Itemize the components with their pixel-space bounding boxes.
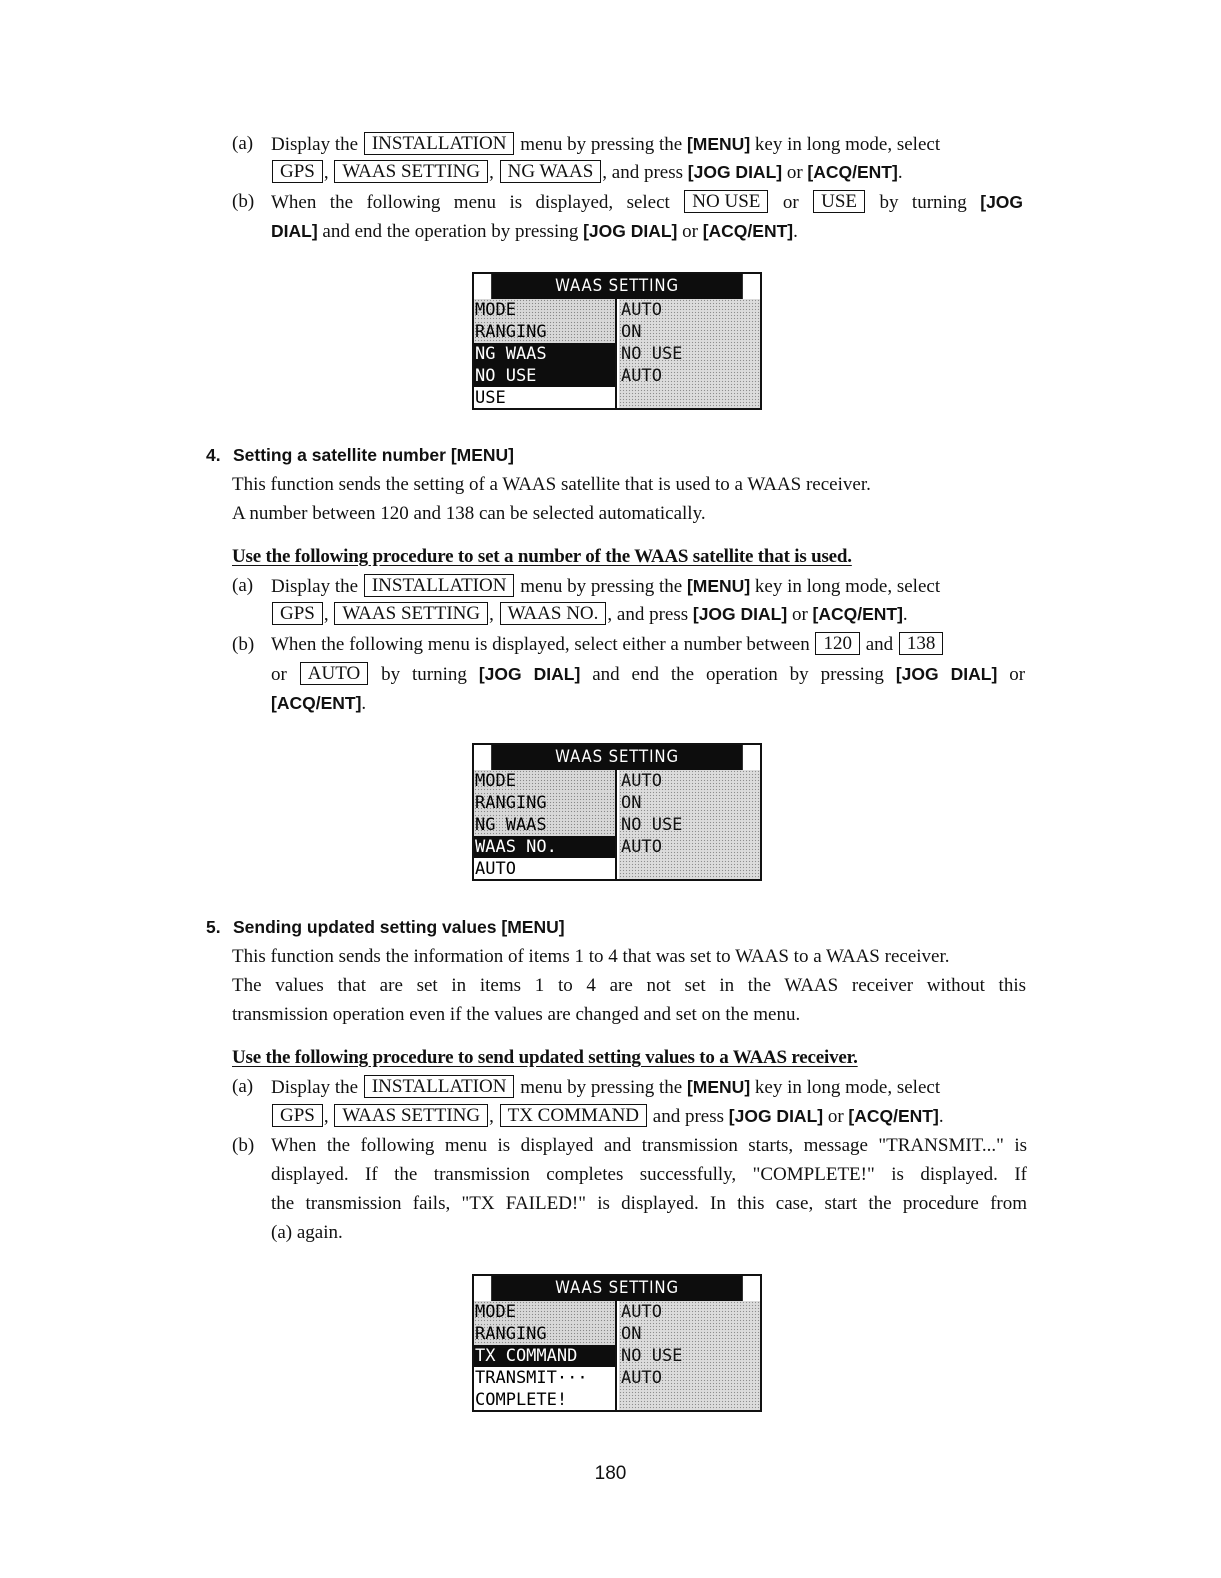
text: or <box>1009 664 1026 685</box>
step-b-line1: When the following menu is displayed and transmission starts, message "TRANSMIT..." is <box>271 1135 1027 1156</box>
text: , <box>489 162 494 183</box>
lcd-screen-tx-command <box>472 1274 762 1412</box>
text: . <box>938 1106 944 1127</box>
text: menu by pressing the <box>520 134 683 155</box>
text: or <box>786 162 803 183</box>
menu-box-installation: INSTALLATION <box>364 132 515 155</box>
step-a-line1 <box>271 130 940 159</box>
step-b-label: (b) <box>232 634 255 655</box>
key-acq-ent: [ACQ/ENT] <box>702 221 794 241</box>
paragraph: This function sends the setting of a WAAS satellite that is used to a WAAS receiver. <box>232 474 871 495</box>
key-jog-dial: [JOG DIAL] <box>478 664 581 684</box>
step-b-label: (b) <box>232 1135 255 1156</box>
lcd-row: MODE <box>474 299 615 321</box>
text: When the following menu is displayed, select either a number between <box>271 634 810 655</box>
key-jog-dial: [JOG DIAL] <box>687 162 783 182</box>
key-menu: [MENU] <box>686 134 751 154</box>
menu-box-gps: GPS <box>272 1104 323 1127</box>
paragraph: transmission operation even if the values are changed and set on the menu. <box>232 1004 801 1025</box>
text: or <box>782 192 799 213</box>
procedure-heading: Use the following procedure to set a number of the WAAS satellite that is used. <box>232 546 852 567</box>
key-jog-dial: [JOG DIAL] <box>728 1106 824 1126</box>
lcd-row: NG WAAS <box>474 814 615 836</box>
lcd-value: NO USE <box>621 344 683 364</box>
text: , <box>489 604 494 625</box>
text: , <box>323 1106 329 1127</box>
menu-box-waas-setting: WAAS SETTING <box>334 160 488 183</box>
menu-box-138: 138 <box>899 632 944 655</box>
lcd-value: AUTO <box>621 366 662 386</box>
text: and end the operation by pressing <box>322 221 579 242</box>
text: key in long mode, select <box>754 1077 941 1098</box>
text: . <box>793 221 798 242</box>
lcd-title: WAAS SETTING <box>491 745 743 770</box>
text: When the following menu is displayed, select <box>271 192 670 213</box>
section-heading: Sending updated setting values [MENU] <box>233 917 565 937</box>
step-b-label: (b) <box>232 191 255 212</box>
step-a-line1 <box>271 572 940 601</box>
step-a-line1 <box>271 1073 940 1102</box>
procedure-heading: Use the following procedure to send updated setting values to a WAAS receiver. <box>232 1047 858 1068</box>
lcd-row-selected: WAAS NO. <box>474 836 615 858</box>
step-a-label: (a) <box>232 1076 254 1097</box>
lcd-row: RANGING <box>474 792 615 814</box>
section-number: 5. <box>206 917 221 937</box>
step-b-line2: displayed. If the transmission completes successfully, "COMPLETE!" is displayed. If <box>271 1164 1027 1185</box>
step-a-line2 <box>271 600 908 629</box>
lcd-row: RANGING <box>474 321 615 343</box>
step-b-line1 <box>271 631 944 659</box>
step-a-label: (a) <box>232 133 254 154</box>
menu-box-120: 120 <box>815 632 860 655</box>
step-b-line2 <box>271 217 798 246</box>
text: . <box>902 604 908 625</box>
menu-box-installation: INSTALLATION <box>364 574 515 597</box>
step-b-line4: (a) again. <box>271 1222 343 1243</box>
lcd-value: ON <box>621 1324 642 1344</box>
step-b-line3 <box>271 689 366 718</box>
lcd-value: NO USE <box>621 815 683 835</box>
text: or <box>827 1106 844 1127</box>
step-a-line2 <box>271 1102 944 1131</box>
lcd-row-selected: NG WAAS <box>474 343 615 365</box>
text: and press <box>652 1106 725 1127</box>
paragraph: The values that are set in items 1 to 4 are not set in the WAAS receiver without this <box>232 975 1026 996</box>
menu-box-waas-setting: WAAS SETTING <box>334 602 488 625</box>
lcd-row: MODE <box>474 770 615 792</box>
paragraph: This function sends the information of items 1 to 4 that was set to WAAS to a WAAS receiver. <box>232 946 950 967</box>
lcd-row-status: COMPLETE! <box>474 1389 615 1410</box>
key-acq-ent: [ACQ/ENT] <box>812 604 903 624</box>
lcd-row-selected: TX COMMAND <box>474 1345 615 1367</box>
menu-box-installation: INSTALLATION <box>364 1075 515 1098</box>
key-acq-ent: [ACQ/ENT] <box>807 162 898 182</box>
text: or <box>791 604 808 625</box>
text: or <box>682 221 698 242</box>
step-b-line2 <box>271 660 1025 689</box>
lcd-value: AUTO <box>621 1302 662 1322</box>
key-menu: [MENU] <box>686 1077 751 1097</box>
text: or <box>271 664 287 685</box>
text: by turning <box>879 192 967 213</box>
lcd-value: AUTO <box>621 837 662 857</box>
lcd-row: RANGING <box>474 1323 615 1345</box>
lcd-value: AUTO <box>621 771 662 791</box>
key-acq-ent: [ACQ/ENT] <box>848 1106 939 1126</box>
text: Display the <box>271 134 359 155</box>
lcd-row-status: TRANSMIT··· <box>474 1367 615 1389</box>
lcd-value: ON <box>621 322 642 342</box>
text: , and press <box>602 162 684 183</box>
step-a-label: (a) <box>232 575 254 596</box>
text: . <box>361 693 367 714</box>
lcd-row-option: USE <box>474 387 615 408</box>
key-menu: [MENU] <box>686 576 751 596</box>
key-dial: DIAL] <box>271 221 318 241</box>
step-a-line2 <box>271 158 903 187</box>
menu-box-waas-no: WAAS NO. <box>500 602 607 625</box>
text: by turning <box>381 664 467 685</box>
menu-box-no-use: NO USE <box>684 190 768 213</box>
text: . <box>897 162 903 183</box>
lcd-value: NO USE <box>621 1346 683 1366</box>
menu-box-tx-command: TX COMMAND <box>500 1104 647 1127</box>
text: and <box>865 634 894 655</box>
lcd-title: WAAS SETTING <box>491 274 743 299</box>
text: menu by pressing the <box>520 1077 683 1098</box>
step-b-line1 <box>271 188 1023 217</box>
step-b-line3: the transmission fails, "TX FAILED!" is displayed. In this case, start the procedure from <box>271 1193 1027 1214</box>
key-jog-dial: [JOG DIAL] <box>692 604 788 624</box>
text: Display the <box>271 576 359 597</box>
text: , and press <box>607 604 689 625</box>
text: and end the operation by pressing <box>592 664 884 685</box>
menu-box-use: USE <box>813 190 865 213</box>
text: menu by pressing the <box>520 576 683 597</box>
lcd-value: AUTO <box>621 300 662 320</box>
lcd-row-option-highlighted: NO USE <box>474 365 615 387</box>
menu-box-auto: AUTO <box>300 662 368 685</box>
key-acq-ent: [ACQ/ENT] <box>271 693 362 713</box>
text: , <box>323 604 329 625</box>
menu-box-ng-waas: NG WAAS <box>500 160 602 183</box>
menu-box-waas-setting: WAAS SETTING <box>334 1104 488 1127</box>
key-jog-dial: [JOG DIAL] <box>895 664 998 684</box>
text: key in long mode, select <box>754 576 941 597</box>
lcd-value: AUTO <box>621 1368 662 1388</box>
menu-box-gps: GPS <box>272 602 323 625</box>
section-heading: Setting a satellite number [MENU] <box>233 445 515 465</box>
key-jog-dial: [JOG DIAL] <box>583 221 678 241</box>
key-jog: [JOG <box>980 192 1024 212</box>
menu-box-gps: GPS <box>272 160 323 183</box>
lcd-screen-ng-waas <box>472 272 762 410</box>
paragraph: A number between 120 and 138 can be selected automatically. <box>232 503 706 524</box>
page-number: 180 <box>594 1463 627 1484</box>
lcd-row-option: AUTO <box>474 858 615 879</box>
lcd-screen-waas-no <box>472 743 762 881</box>
text: , <box>489 1106 494 1127</box>
text: , <box>323 162 329 183</box>
text: key in long mode, select <box>754 134 941 155</box>
lcd-value: ON <box>621 793 642 813</box>
lcd-title: WAAS SETTING <box>491 1276 743 1301</box>
lcd-row: MODE <box>474 1301 615 1323</box>
section-number: 4. <box>206 445 221 465</box>
text: Display the <box>271 1077 359 1098</box>
